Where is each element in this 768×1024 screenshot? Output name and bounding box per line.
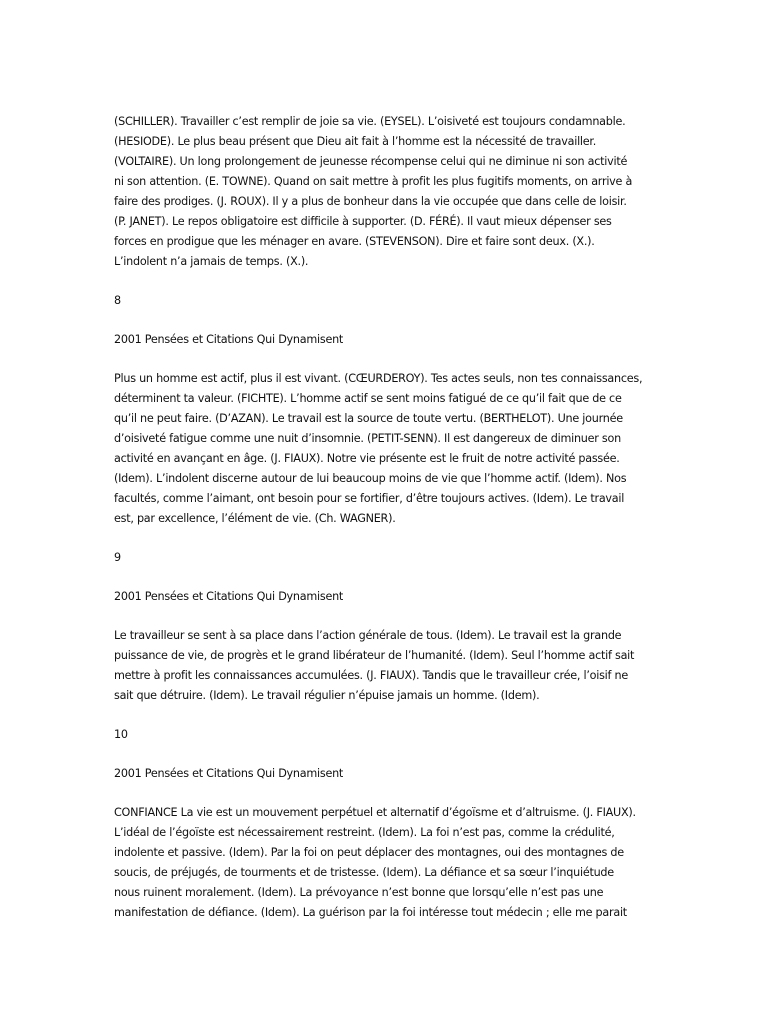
block-gap bbox=[114, 311, 659, 330]
page-number: 9 bbox=[114, 551, 121, 564]
text-line: manifestation de défiance. (Idem). La guérison par la foi intéresse tout médecin ; elle me parait bbox=[114, 906, 627, 919]
block-gap bbox=[114, 784, 659, 803]
text-line: mettre à profit les connaissances accumulées. (J. FIAUX). Tandis que le travailleur crée, l’oisif ne bbox=[114, 669, 629, 682]
text-line: Plus un homme est actif, plus il est vivant. (CŒURDEROY). Tes actes seuls, non tes connaissances, bbox=[114, 372, 643, 385]
text-paragraph bbox=[114, 112, 659, 272]
text-line: L’idéal de l’égoïste est nécessairement restreint. (Idem). La foi n’est pas, comme la crédulité, bbox=[114, 826, 615, 839]
running-header: 2001 Pensées et Citations Qui Dynamisent bbox=[114, 333, 344, 346]
text-line: ni son attention. (E. TOWNE). Quand on sait mettre à profit les plus fugitifs moments, on arrive à bbox=[114, 175, 633, 188]
block-gap bbox=[114, 568, 659, 587]
text-line: nous ruinent moralement. (Idem). La prévoyance n’est bonne que lorsqu’elle n’est pas une bbox=[114, 886, 604, 899]
text-line: facultés, comme l’aimant, ont besoin pour se fortifier, d’être toujours actives. (Idem). Le travail bbox=[114, 492, 625, 505]
block-gap bbox=[114, 272, 659, 291]
block-gap bbox=[114, 706, 659, 725]
page-number: 8 bbox=[114, 294, 121, 307]
page-number: 10 bbox=[114, 728, 128, 741]
text-line: L’indolent n’a jamais de temps. (X.). bbox=[114, 255, 309, 268]
text-line: forces en prodigue que les ménager en avare. (STEVENSON). Dire et faire sont deux. (X.). bbox=[114, 235, 595, 248]
text-line: déterminent ta valeur. (FICHTE). L’homme actif se sent moins fatigué de ce qu’il fait que de ce bbox=[114, 392, 622, 405]
text-line: qu’il ne peut faire. (D’AZAN). Le travail est la source de toute vertu. (BERTHELOT). Une journée bbox=[114, 412, 623, 425]
text-line: Le travailleur se sent à sa place dans l’action générale de tous. (Idem). Le travail est la grande bbox=[114, 629, 622, 642]
text-paragraph bbox=[114, 803, 659, 923]
text-line: (HESIODE). Le plus beau présent que Dieu ait fait à l’homme est la nécessité de travailler. bbox=[114, 135, 597, 148]
text-paragraph bbox=[114, 626, 659, 706]
text-line: (P. JANET). Le repos obligatoire est difficile à supporter. (D. FÉRÉ). Il vaut mieux dépenser ses bbox=[114, 215, 612, 228]
text-line: d’oisiveté fatigue comme une nuit d’insomnie. (PETIT-SENN). Il est dangereux de diminuer son bbox=[114, 432, 621, 445]
text-line: soucis, de préjugés, de tourments et de tristesse. (Idem). La défiance et sa sœur l’inquiétude bbox=[114, 866, 614, 879]
running-header: 2001 Pensées et Citations Qui Dynamisent bbox=[114, 767, 344, 780]
text-line: puissance de vie, de progrès et le grand libérateur de l’humanité. (Idem). Seul l’homme actif sait bbox=[114, 649, 635, 662]
block-gap bbox=[114, 350, 659, 369]
block-gap bbox=[114, 607, 659, 626]
text-paragraph bbox=[114, 369, 659, 529]
text-line: indolente et passive. (Idem). Par la foi on peut déplacer des montagnes, oui des montagnes de bbox=[114, 846, 624, 859]
text-line: (SCHILLER). Travailler c’est remplir de joie sa vie. (EYSEL). L’oisiveté est toujours condamnable. bbox=[114, 115, 626, 128]
text-line: est, par excellence, l’élément de vie. (Ch. WAGNER). bbox=[114, 512, 396, 525]
text-line: sait que détruire. (Idem). Le travail régulier n’épuise jamais un homme. (Idem). bbox=[114, 689, 540, 702]
text-line: faire des prodiges. (J. ROUX). Il y a plus de bonheur dans la vie occupée que dans celle de loisir. bbox=[114, 195, 627, 208]
running-header: 2001 Pensées et Citations Qui Dynamisent bbox=[114, 590, 344, 603]
block-gap bbox=[114, 745, 659, 764]
text-line: CONFIANCE La vie est un mouvement perpétuel et alternatif d’égoïsme et d’altruisme. (J. FIAUX). bbox=[114, 806, 636, 819]
text-line: activité en avançant en âge. (J. FIAUX). Notre vie présente est le fruit de notre activité passée. bbox=[114, 452, 620, 465]
text-line: (Idem). L’indolent discerne autour de lui beaucoup moins de vie que l’homme actif. (Idem). Nos bbox=[114, 472, 627, 485]
text-line: (VOLTAIRE). Un long prolongement de jeunesse récompense celui qui ne diminue ni son activité bbox=[114, 155, 628, 168]
document-page bbox=[114, 112, 659, 923]
block-gap bbox=[114, 529, 659, 548]
